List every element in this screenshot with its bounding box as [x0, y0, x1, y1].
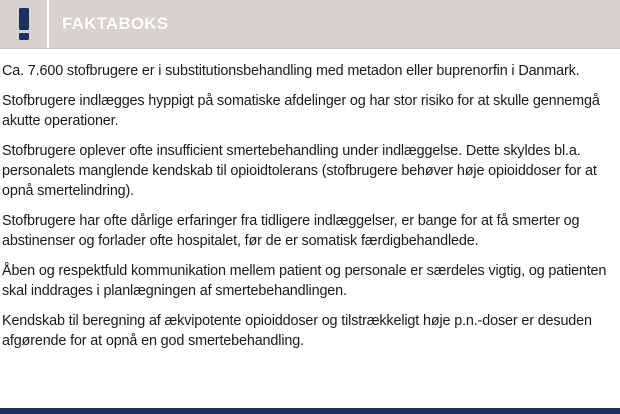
fact-box-header: [0, 0, 620, 49]
bottom-rule: [0, 408, 620, 414]
fact-paragraph: Ca. 7.600 stofbrugere er i substitutionsbehandling med metadon eller buprenorfin i Danmark.: [2, 63, 580, 79]
fact-paragraph: Stofbrugere har ofte dårlige erfaringer fra tidligere indlæggelser, er bange for at få smerter og abstinenser og forlader ofte hospitalet, før de er somatisk færdigbehandlede.: [2, 213, 580, 249]
fact-paragraph: Stofbrugere indlægges hyppigt på somatiske afdelinger og har stor risiko for at skulle gennemgå akutte operationer.: [2, 93, 600, 129]
header-divider: [47, 0, 49, 48]
fact-paragraph: Åben og respektfuld kommunikation mellem patient og personale er særdeles vigtig, og patienten skal inddrages i planlægningen af smertebehandlingen.: [2, 263, 607, 299]
fact-paragraph: Stofbrugere oplever ofte insufficient smertebehandling under indlæggelse. Dette skyldes bl.a. personalets manglende kendskab til opioidtolerans (stofbrugere behøver høje opioiddoser for at opnå smertelindring).: [2, 143, 597, 199]
exclamation-icon: [0, 0, 47, 48]
fact-box-title: FAKTABOKS: [62, 14, 169, 33]
fact-box-content: [2, 61, 614, 361]
fact-paragraph: Kendskab til beregning af ækvipotente opioiddoser og tilstrækkeligt høje p.n.-doser er desuden afgørende for at opnå en god smertebehandling.: [2, 313, 592, 349]
